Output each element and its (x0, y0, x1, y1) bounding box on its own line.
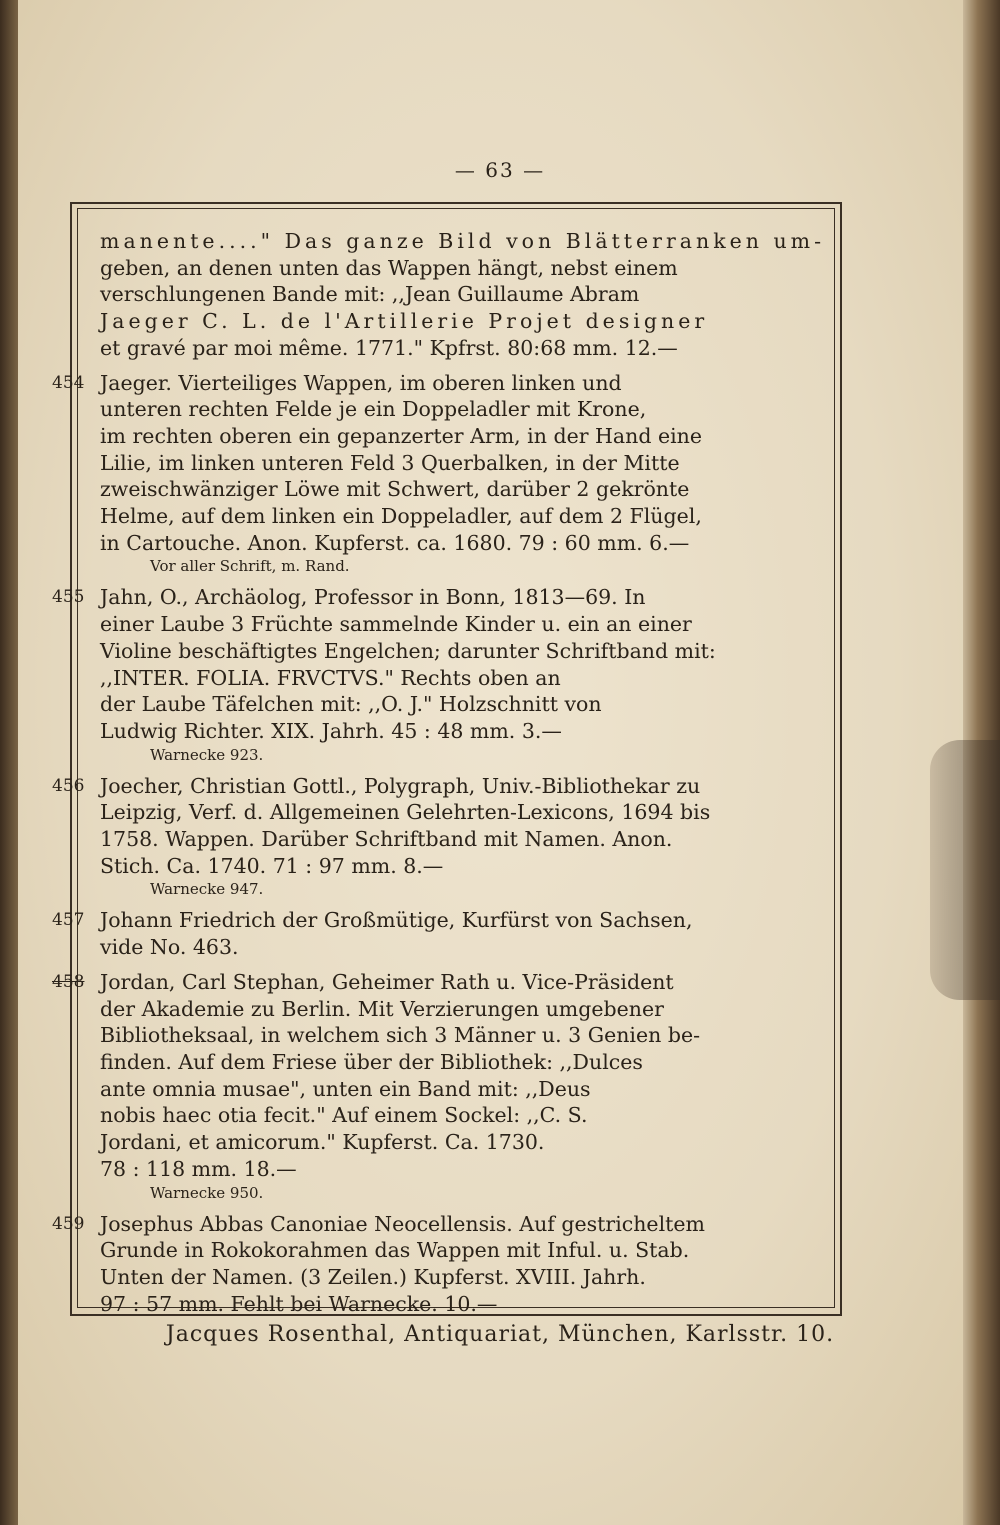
text-line: zweischwänziger Löwe mit Schwert, darüber 2 gekrönte (100, 477, 690, 502)
text-line: geben, an denen unten das Wappen hängt, nebst einem (100, 255, 678, 280)
text-line: verschlungenen Bande mit: ,,Jean Guillaume Abram (100, 282, 640, 307)
text-line: Ludwig Richter. XIX. Jahrh. 45 : 48 mm. 3.— (100, 718, 562, 743)
catalogue-entry (52, 907, 812, 960)
text-line: einer Laube 3 Früchte sammelnde Kinder u. ein an einer (100, 612, 692, 637)
text-line: 78 : 118 mm. 18.— (100, 1156, 297, 1181)
entry-note: Warnecke 923. (150, 745, 264, 764)
catalogue-entry (52, 584, 812, 764)
entry-note: Warnecke 947. (150, 880, 264, 899)
text-line: 97 : 57 mm. Fehlt bei Warnecke. 10.— (100, 1291, 498, 1316)
entry-number: 459 (52, 1213, 85, 1234)
text-line: Jaeger. Vierteiliges Wappen, im oberen linken und (100, 370, 622, 395)
text-line: Bibliotheksaal, in welchem sich 3 Männer u. 3 Genien be- (100, 1023, 701, 1048)
entry-number: 454 (52, 372, 85, 393)
text-line: Johann Friedrich der Großmütige, Kurfürst von Sachsen, (100, 908, 693, 933)
text-line: Jordani, et amicorum." Kupferst. Ca. 1730. (100, 1130, 545, 1155)
text-line: unteren rechten Felde je ein Doppeladler mit Krone, (100, 397, 647, 422)
text-line: Josephus Abbas Canoniae Neocellensis. Auf gestricheltem (100, 1211, 705, 1236)
text-line: Leipzig, Verf. d. Allgemeinen Gelehrten-Lexicons, 1694 bis (100, 800, 711, 825)
text-line: der Akademie zu Berlin. Mit Verzierungen umgebener (100, 996, 664, 1021)
text-line: Stich. Ca. 1740. 71 : 97 mm. 8.— (100, 853, 444, 878)
text-line: ,,INTER. FOLIA. FRVCTVS." Rechts oben an (100, 665, 561, 690)
text-line: vide No. 463. (100, 935, 239, 960)
text-line: Unten der Namen. (3 Zeilen.) Kupferst. XVIII. Jahrh. (100, 1264, 646, 1289)
text-line: Jahn, O., Archäolog, Professor in Bonn, 1813—69. In (100, 585, 646, 610)
text-line: Grunde in Rokokorahmen das Wappen mit Inful. u. Stab. (100, 1238, 690, 1263)
text-line: der Laube Täfelchen mit: ,,O. J." Holzschnitt von (100, 692, 602, 717)
entry-number: 456 (52, 775, 85, 796)
text-line: Helme, auf dem linken ein Doppeladler, auf dem 2 Flügel, (100, 504, 702, 529)
text-line: nobis haec otia fecit." Auf einem Sockel: ,,C. S. (100, 1103, 588, 1128)
page-number: — 63 — (454, 158, 546, 182)
text-line: Jordan, Carl Stephan, Geheimer Rath u. Vice-Präsident (100, 969, 674, 994)
text-line: et gravé par moi même. 1771." Kpfrst. 80:68 mm. 12.— (100, 335, 678, 360)
text-line: Lilie, im linken unteren Feld 3 Querbalken, in der Mitte (100, 450, 680, 475)
text-line: 1758. Wappen. Darüber Schriftband mit Namen. Anon. (100, 827, 673, 852)
catalogue-entry (52, 969, 812, 1203)
text-line: Violine beschäftigtes Engelchen; darunter Schriftband mit: (100, 638, 716, 663)
text-line: in Cartouche. Anon. Kupferst. ca. 1680. 79 : 60 mm. 6.— (100, 530, 690, 555)
book-spine-edge (0, 0, 18, 1525)
entry-number: 458 (52, 971, 85, 992)
page-clip-shadow (930, 740, 1000, 1000)
entry-number: 455 (52, 587, 85, 608)
entry-note: Vor aller Schrift, m. Rand. (150, 557, 350, 576)
entries-list (52, 370, 812, 1318)
entry-number: 457 (52, 910, 85, 931)
text-line: finden. Auf dem Friese über der Bibliothek: ,,Dulces (100, 1049, 643, 1074)
text-line: Joecher, Christian Gottl., Polygraph, Univ.-Bibliothekar zu (100, 773, 701, 798)
catalogue-entry (52, 370, 812, 577)
text-line: im rechten oberen ein gepanzerter Arm, in der Hand eine (100, 423, 702, 448)
text-line: Jaeger C. L. de l'Artillerie Projet designer (100, 309, 709, 334)
publisher-footer: Jacques Rosenthal, Antiquariat, München, Karlsstr. 10. (165, 1322, 835, 1347)
catalogue-entry (52, 773, 812, 900)
intro-block (100, 228, 826, 362)
catalogue-text (52, 228, 826, 1317)
catalogue-entry (52, 1211, 812, 1318)
text-line: ante omnia musae", unten ein Band mit: ,,Deus (100, 1076, 591, 1101)
text-line: manente...." Das ganze Bild von Blätterranken um- (100, 229, 826, 253)
entry-note: Warnecke 950. (150, 1183, 264, 1202)
